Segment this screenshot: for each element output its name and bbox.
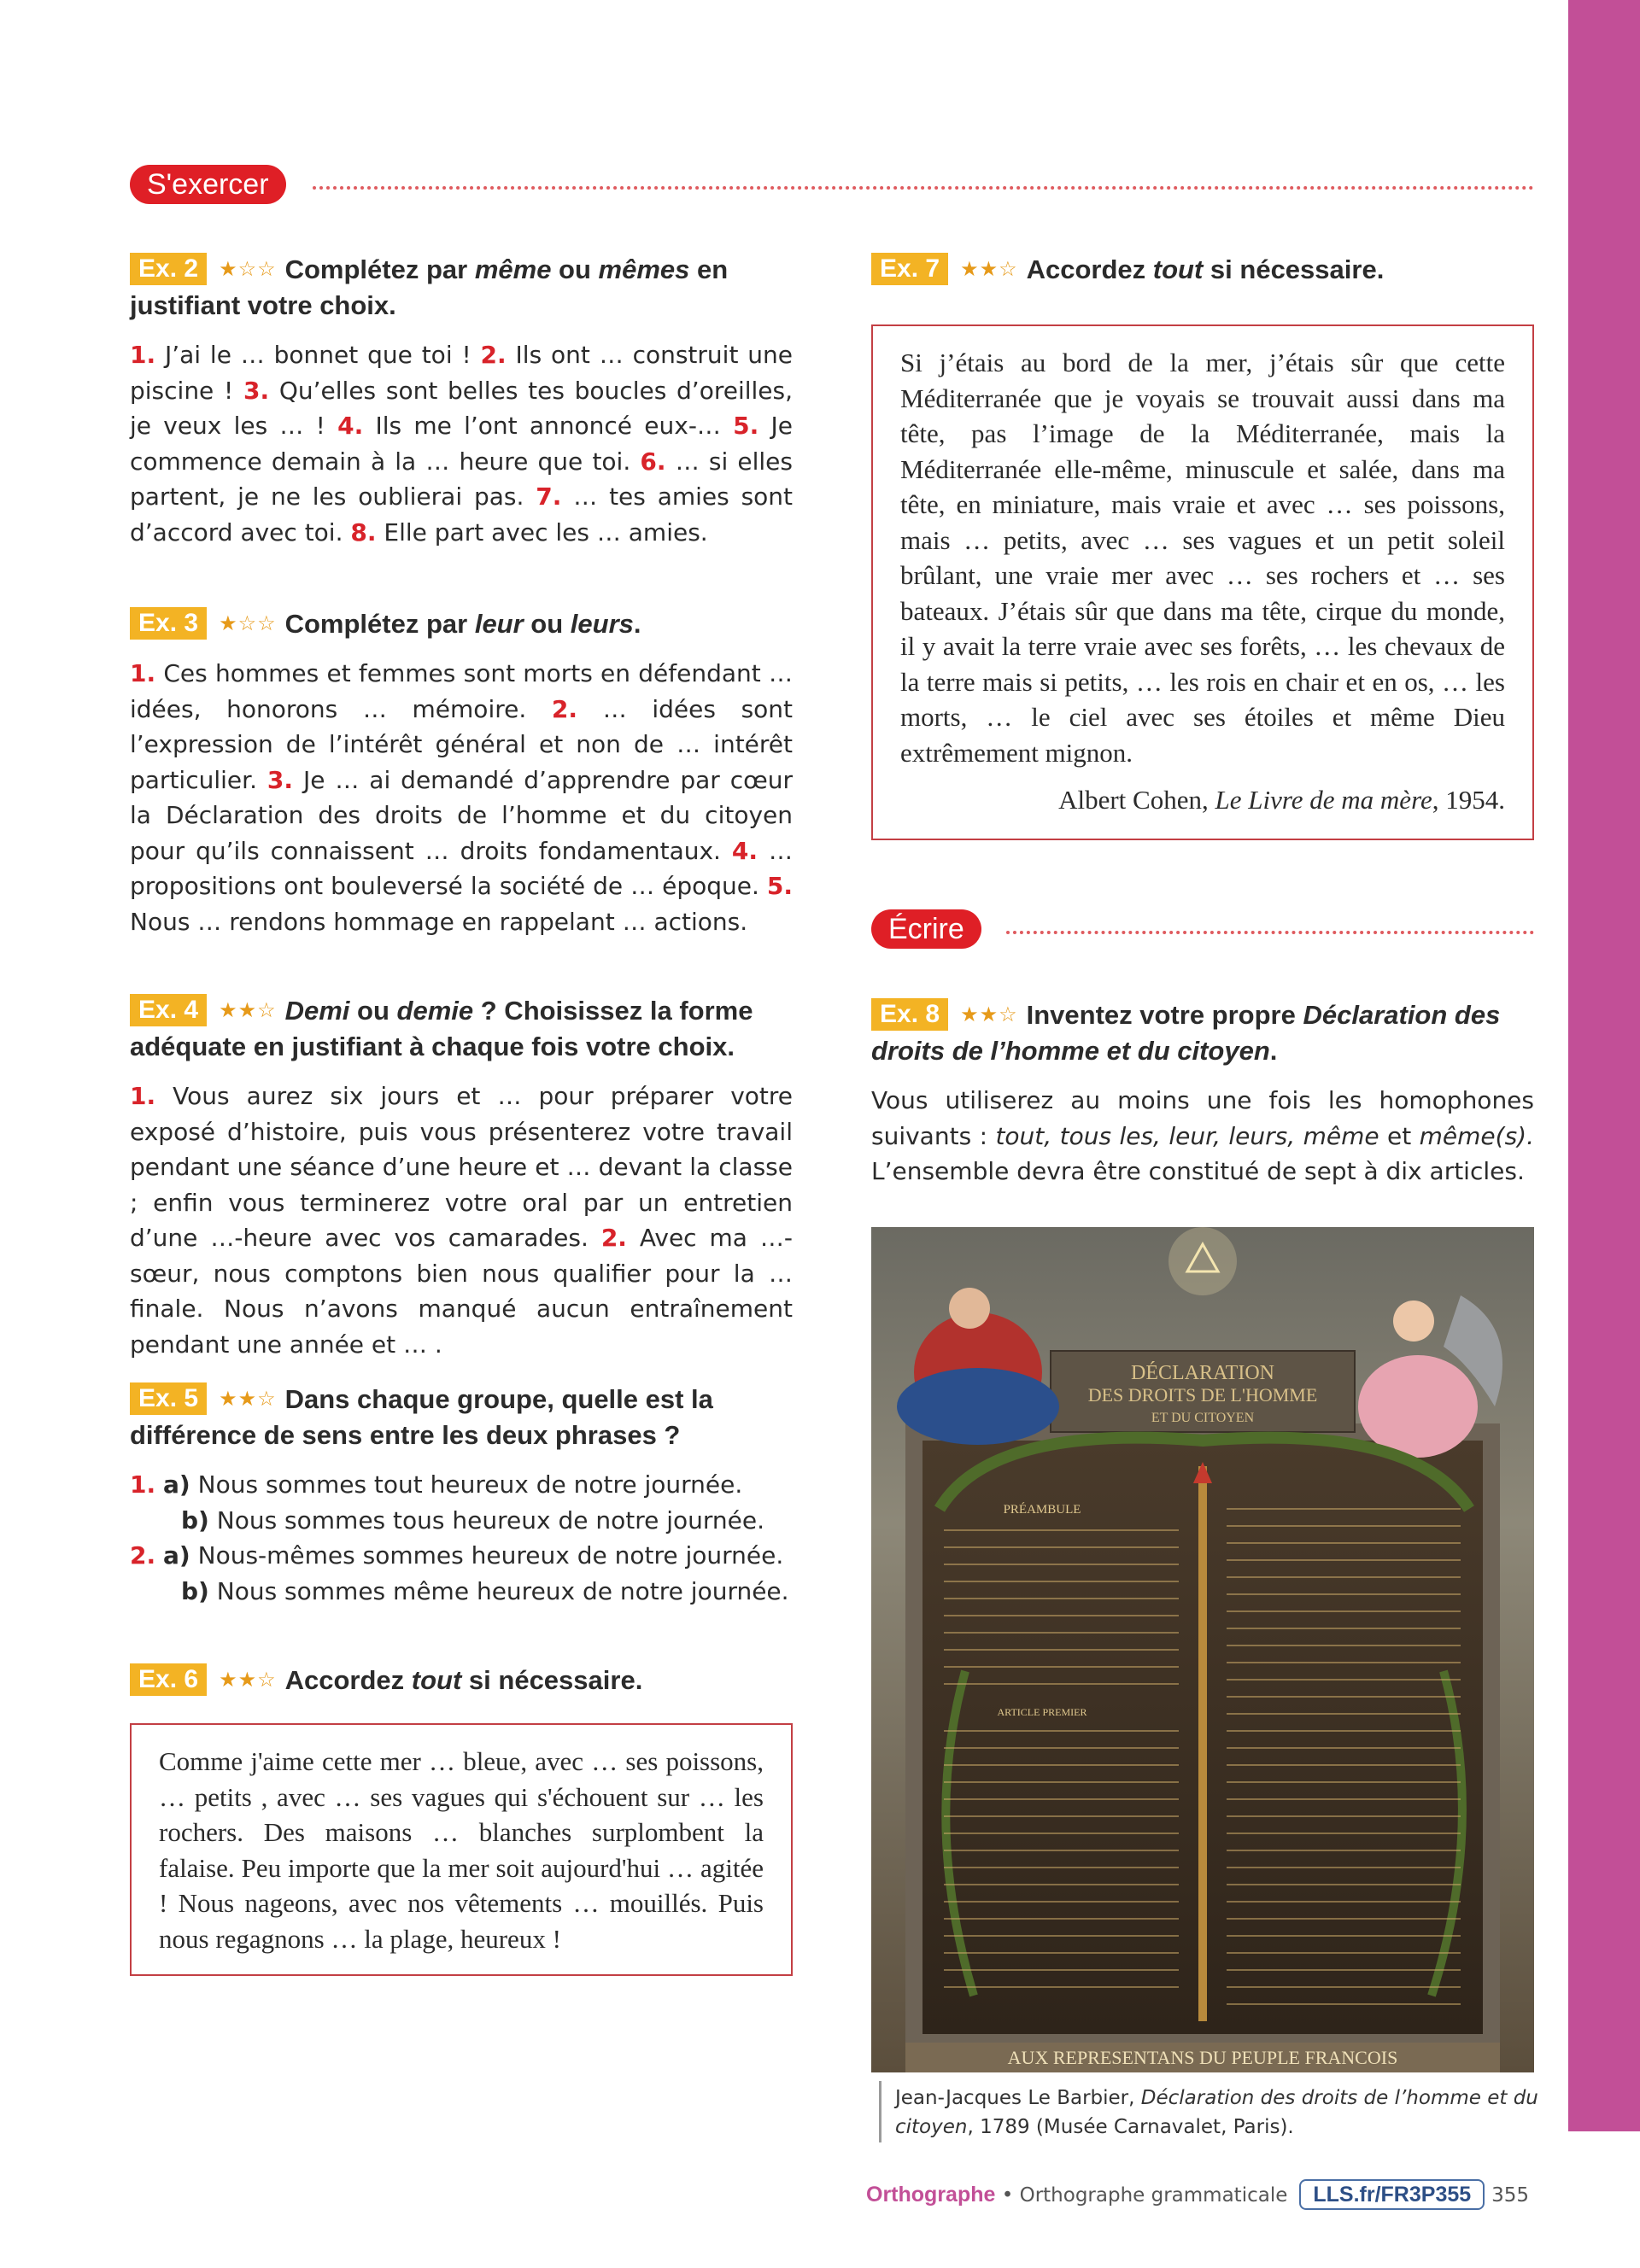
- exercise-8-instruction: Ex. 8 ★★☆ Inventez votre propre Déclaration des droits de l’homme et du citoyen.: [871, 1000, 1501, 1066]
- exercise-badge: Ex. 5: [130, 1382, 207, 1415]
- exercise-7: [871, 252, 1534, 288]
- exercise-4: [130, 993, 793, 1362]
- page-number: 355: [1491, 2184, 1530, 2207]
- exercise-badge: Ex. 7: [871, 253, 948, 285]
- exercise-7-text: Si j’étais au bord de la mer, j’étais sûr que cette Méditerranée que je voyais se trouvait aussi dans ma tête, pas l’image de la Méditerranée, mais la Méditerranée elle-même, minuscule et salée, dans ma tête, en miniature, mais vraie et avec … ses poissons, mais … petits, avec … ses vagues et un petit soleil brûlant, une vraie mer avec … ses rochers et … ses bateaux. J’étais sûr que dans ma tête, cirque du monde, il y avait la terre vraie avec ses forêts, … les chevaux de la terre mais si petits, … les rois en chair et en os, … les morts, … le ciel avec ses étoiles et même Dieu extrêmement mignon.: [900, 348, 1505, 768]
- exercise-8-instructions-text: Vous utiliserez au moins une fois les homophones suivants : tout, tous les, leur, leurs, même et même(s). L’ensemble devra être constitué de sept à dix articles.: [871, 1086, 1534, 1185]
- exercise-badge: Ex. 2: [130, 253, 207, 285]
- phrase-group: 2. a) Nous-mêmes sommes heureux de notre journée. b) Nous sommes même heureux de notre journée.: [130, 1541, 789, 1605]
- painting-article-premier: ARTICLE PREMIER: [997, 1706, 1087, 1718]
- exercise-badge: Ex. 6: [130, 1663, 207, 1696]
- painting-title-line3: ET DU CITOYEN: [1151, 1411, 1255, 1425]
- difficulty-stars-icon: ★★☆: [219, 999, 277, 1022]
- exercise-2-sentences: 1. J’ai le … bonnet que toi ! 2. Ils ont … construit une piscine ! 3. Qu’elles sont belles tes boucles d’oreilles, je veux les … ! 4. Ils me l’ont annoncé eux-… 5. Je commence demain à la … heure que toi. 6. … si elles partent, je ne les oublierai pas. 7. … tes amies sont d’accord avec toi. 8. Elle part avec les … amies.: [130, 341, 794, 547]
- section-divider: [1006, 931, 1534, 934]
- painting-banner-text: AUX REPRESENTANS DU PEUPLE FRANCOIS: [1007, 2047, 1398, 2068]
- caption-rule: [879, 2081, 882, 2142]
- exercise-3-instruction: Ex. 3 ★☆☆ Complétez par leur ou leurs.: [130, 606, 793, 642]
- section-divider: [313, 186, 1534, 190]
- exercise-3: [130, 606, 793, 939]
- difficulty-stars-icon: ★★☆: [219, 1669, 277, 1692]
- exercise-7-citation: Albert Cohen, Le Livre de ma mère, 1954.: [1058, 785, 1505, 815]
- exercise-6-instruction: Ex. 6 ★★☆ Accordez tout si nécessaire.: [130, 1663, 793, 1698]
- exercise-3-sentences: 1. Ces hommes et femmes sont morts en défendant … idées, honorons … mémoire. 2. … idées sont l’expression de l’intérêt général et non de … intérêt particulier. 3. Je … ai demandé d’apprendre par cœur la Déclaration des droits de l’homme et du citoyen pour qu’ils connaissent … droits fondamentaux. 4. … propositions ont bouleversé la société de … époque. 5. Nous … rendons hommage en rappelant … actions.: [130, 659, 794, 936]
- difficulty-stars-icon: ★☆☆: [219, 612, 277, 635]
- difficulty-stars-icon: ★★☆: [219, 1388, 277, 1411]
- section-title-writing: Écrire: [871, 909, 981, 949]
- exercise-4-instruction: Ex. 4 ★★☆ Demi ou demie ? Choisissez la forme adéquate en justifiant à chaque fois votre choix.: [130, 996, 753, 1061]
- exercise-2: [130, 252, 793, 550]
- painting-caption: Jean-Jacques Le Barbier, Déclaration des droits de l’homme et du citoyen, 1789 (Musée Carnavalet, Paris).: [895, 2087, 1538, 2138]
- exercise-6-text: Comme j'aime cette mer … bleue, avec … ses poissons, … petits , avec … ses vagues qui s'échouent sur … les rochers. Des maisons … blanches surplombent la falaise. Peu importe que la mer soit aujourd'hui … agitée ! Nous nageons, avec nos vêtements … mouillés. Puis nous regagnons … la plage, heureux !: [159, 1746, 764, 1954]
- chapter-side-band: [1568, 0, 1640, 2131]
- exercise-5-pairs: [130, 1467, 793, 1609]
- difficulty-stars-icon: ★★☆: [960, 1003, 1018, 1026]
- exercise-6-text-box: [130, 1723, 793, 1976]
- page-footer: [866, 2183, 1541, 2225]
- exercise-badge: Ex. 4: [130, 994, 207, 1026]
- footer-subchapter: Orthographe grammaticale: [1019, 2184, 1288, 2207]
- section-title-exercises: S'exercer: [130, 165, 286, 204]
- declaration-painting-image: [871, 1227, 1534, 2072]
- exercise-4-sentences: 1. Vous aurez six jours et … pour préparer votre exposé d’histoire, puis vous présenterez votre travail pendant une séance d’une heure et … devant la classe ; enfin vous terminerez votre oral par un entretien d’une …-heure avec vos camarades. 2. Avec ma …-sœur, nous comptons bien nous qualifier pour la … finale. Nous n’avons manqué aucun entraînement pendant une année et … .: [130, 1082, 793, 1359]
- exercise-7-text-box: [871, 324, 1534, 840]
- exercise-badge: Ex. 8: [871, 998, 948, 1031]
- exercise-badge: Ex. 3: [130, 607, 207, 640]
- painting-preamble: PRÉAMBULE: [1003, 1503, 1081, 1517]
- exercise-8: [871, 997, 1534, 1190]
- phrase-group: 1. a) Nous sommes tout heureux de notre journée. b) Nous sommes tous heureux de notre journée.: [130, 1470, 765, 1534]
- painting-title-line1: DÉCLARATION: [1131, 1362, 1274, 1384]
- footer-chapter: Orthographe: [866, 2183, 996, 2207]
- exercise-5-instruction: Ex. 5 ★★☆ Dans chaque groupe, quelle est la différence de sens entre les deux phrases ?: [130, 1384, 713, 1450]
- footer-separator: •: [995, 2184, 1020, 2207]
- exercise-5: [130, 1382, 793, 1609]
- painting-title-line2: DES DROITS DE L'HOMME: [1087, 1384, 1318, 1406]
- exercise-2-instruction: Ex. 2 ★☆☆ Complétez par même ou mêmes en justifiant votre choix.: [130, 254, 729, 320]
- exercise-7-instruction: Ex. 7 ★★☆ Accordez tout si nécessaire.: [871, 252, 1534, 288]
- difficulty-stars-icon: ★☆☆: [219, 258, 277, 281]
- exercise-6: [130, 1663, 793, 1698]
- difficulty-stars-icon: ★★☆: [960, 258, 1018, 281]
- footer-resource-link[interactable]: LLS.fr/FR3P355: [1299, 2179, 1485, 2210]
